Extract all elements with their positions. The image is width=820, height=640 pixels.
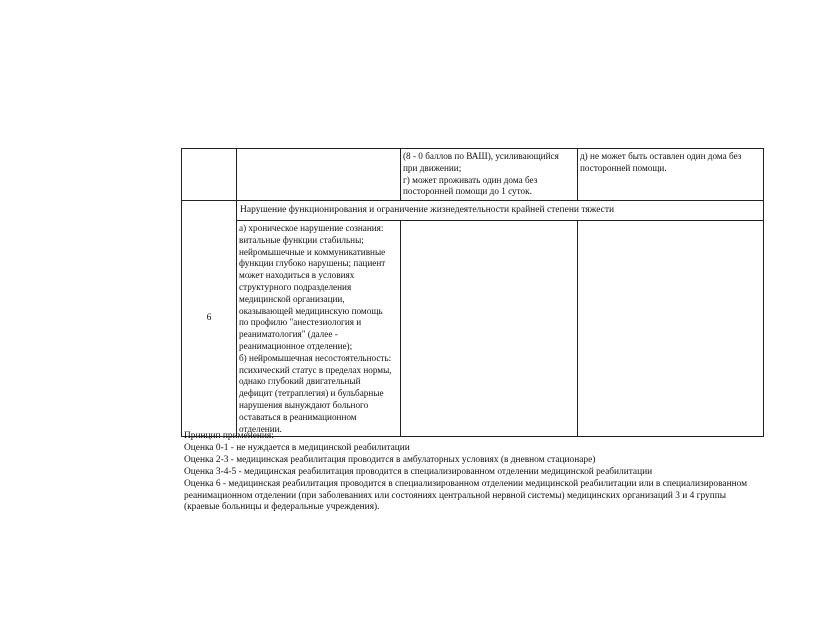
row-number-6: 6 xyxy=(182,201,237,437)
table-row-6-body xyxy=(182,221,764,437)
cell-col3 xyxy=(401,149,578,201)
cell-row6-col4-empty xyxy=(578,221,764,437)
assessment-table xyxy=(181,148,764,437)
cell-description-empty xyxy=(237,149,401,201)
row-heading: Нарушение функционирования и ограничение жизнедеятельности крайней степени тяжести xyxy=(237,201,764,221)
cell-col4 xyxy=(578,149,764,201)
table-row-6-heading xyxy=(182,201,764,221)
principle-line: Оценка 2-3 - медицинская реабилитация проводится в амбулаторных условиях (в дневном стационаре) xyxy=(184,454,596,465)
row6-description-text: а) хроническое нарушение сознания: витальные функции стабильны; нейромышечные и коммуникативные функции глубоко нарушены; пациент может находиться в условиях структурного подразделения медицинской организации, оказывающей медицинскую помощь по профилю "анестезиология и реаниматология" (далее - реанимационное отделение); б) нейромышечная несостоятельность: психический статус в пределах нормы, однако глубокий двигательный дефицит (тетраплегия) и бульбарные нарушения вынуждают больного оставаться в реанимационном отделении. xyxy=(239,223,392,434)
cell-number-empty xyxy=(182,149,237,201)
table-row-previous xyxy=(182,149,764,201)
principle-line: Оценка 3-4-5 - медицинская реабилитация проводится в специализированном отделении медицинской реабилитации xyxy=(184,466,653,477)
principle-line: Оценка 0-1 - не нуждается в медицинской реабилитации xyxy=(184,442,410,453)
principle-title: Принцип применения: xyxy=(184,431,274,441)
cell-row6-description xyxy=(237,221,401,437)
cell-col4-text: д) не может быть оставлен один дома без посторонней помощи. xyxy=(580,151,742,173)
principle-section xyxy=(184,431,784,514)
principle-line: Оценка 6 - медицинская реабилитация проводится в специализированном отделении медицинской реабилитации или в специализированном реанимационном отделении (при заболеваниях или состояниях центральной нервной системы) медицинских организаций 3 и 4 группы (краевые больницы и федеральные учреждения). xyxy=(184,478,748,513)
cell-col3-text: (8 - 0 баллов по ВАШ), усиливающийся при движении; г) может проживать один дома без посторонней помощи до 1 суток. xyxy=(403,151,559,197)
cell-row6-col3-empty xyxy=(401,221,578,437)
